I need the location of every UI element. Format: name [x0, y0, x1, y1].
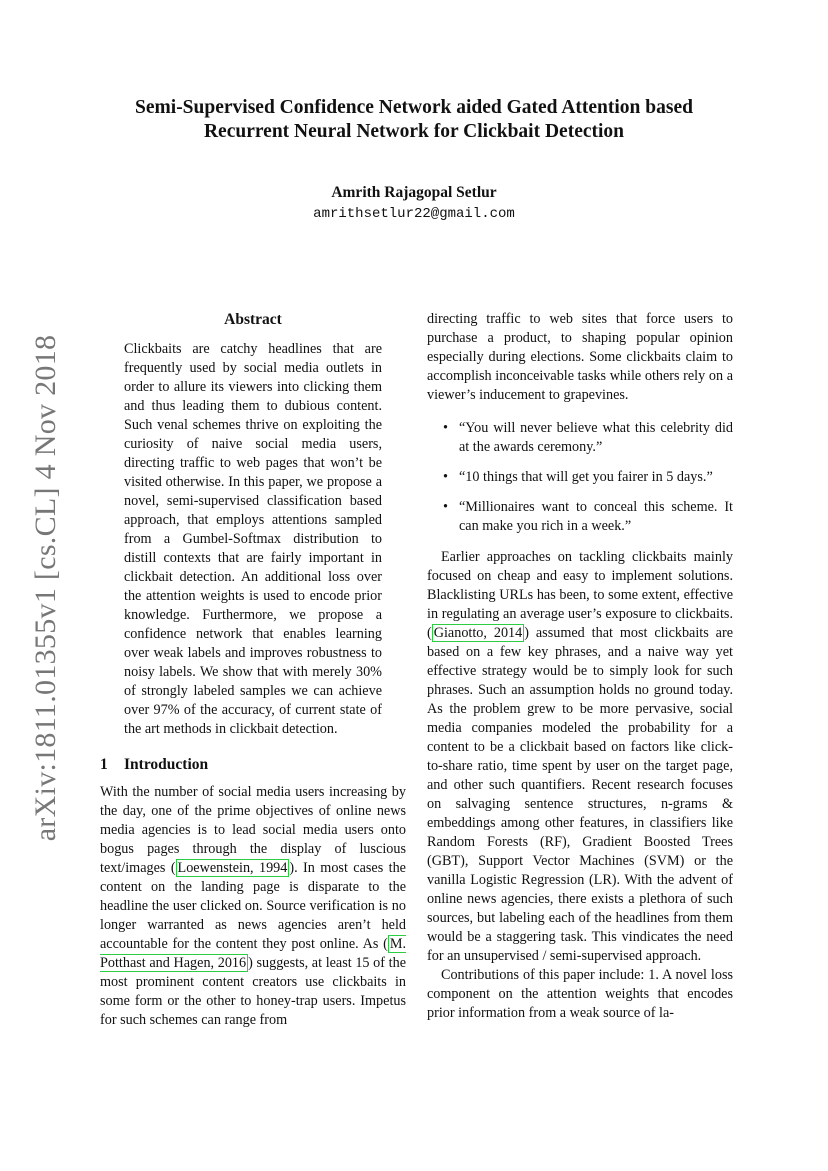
abstract-heading: Abstract	[224, 311, 282, 328]
intro-paragraph-1	[100, 783, 406, 1030]
author-name: Amrith Rajagopal Setlur	[331, 184, 497, 201]
list-item-text: “Millionaires want to conceal this scheme. It can make you rich in a week.”	[459, 499, 733, 534]
title-line-2: Recurrent Neural Network for Clickbait Detection	[203, 121, 625, 142]
intro-paragraph-1-continued: directing traffic to web sites that force users to purchase a product, to shaping popular opinion especially during elections. Some clickbaits claim to accomplish inconceivable tasks while others rely on a viewer’s inducement to grapevines.	[427, 311, 733, 403]
intro-paragraph-3: Contributions of this paper include: 1. A novel loss component on the attention weights that encodes prior information from a weak source of la-	[427, 967, 733, 1021]
list-item	[427, 468, 733, 487]
bullet-icon: •	[443, 420, 448, 436]
list-item	[427, 498, 733, 536]
title-line-1: Semi-Supervised Confidence Network aided Gated Attention based	[135, 97, 693, 118]
bullet-icon: •	[443, 469, 448, 485]
paper-title	[80, 96, 748, 144]
section-number: 1	[100, 756, 108, 773]
intro-text: ) assumed that most clickbaits are based on a few key phrases, and a naive way yet effective strategy would be to simply look for such phrases. Such an assumption holds no ground today. As the problem grew to be more pervasive, social media companies modeled the probability for a content to be a clickbait based on factors like click-to-share ratio, time spent by user on the target page, and other such quantifiers. Recent research focuses on salvaging sentence structures, n-grams & embeddings among other features, in classifiers like Random Forests (RF), Gradient Boosted Trees (GBT), Support Vector Machines (SVM) or the vanilla Logistic Regression (LR). With the advent of online news agencies, there exists a plethora of such sources, but labeling each of the headlines from them would be a staggering task. This vindicates the need for an unsupervised / semi-supervised approach.	[427, 625, 733, 964]
clickbait-examples-list	[427, 419, 733, 536]
list-item-text: “You will never believe what this celebrity did at the awards ceremony.”	[459, 420, 733, 455]
bullet-icon: •	[443, 499, 448, 515]
intro-text: ). In most cases the content on the landing page is disparate to the headline the user clicked on. Source verification is no longer warranted as news agencies aren’t held accountable for the content they post online. As (	[100, 860, 406, 952]
list-item-text: “10 things that will get you fairer in 5 days.”	[459, 469, 713, 485]
intro-text: Earlier approaches on tackling clickbaits mainly focused on cheap and easy to implement solutions. Blacklisting URLs has been, to some extent, effective in regulating an average user’s exposure to clickbaits. (	[427, 549, 733, 641]
author-email: amrithsetlur22@gmail.com	[313, 206, 515, 222]
intro-text: With the number of social media users increasing by the day, one of the prime objectives of online news media agencies is to lead social media users onto bogus pages through the display of luscious text/images (	[100, 784, 406, 876]
arxiv-side-stamp: arXiv:1811.01355v1 [cs.CL] 4 Nov 2018	[29, 334, 62, 842]
citation-link-loewenstein[interactable]: Loewenstein, 1994	[177, 860, 288, 876]
abstract-body: Clickbaits are catchy headlines that are frequently used by social media outlets in order to allure its viewers into clicking them and thus leading them to dubious content. Such venal schemes thrive on exploiting the curiosity of naive social media users, directing traffic to web pages that won’t be visited otherwise. In this paper, we propose a novel, semi-supervised classification based approach, that employs attentions sampled from a Gumbel-Softmax distribution to distill contexts that are fairly important in clickbait detection. An additional loss over the attention weights is used to encode prior knowledge. Furthermore, we propose a confidence network that enables learning over weak labels and improves robustness to noisy labels. We show that with merely 30% of strongly labeled samples we can achieve over 97% of the accuracy, of current state of the art methods in clickbait detection.	[124, 341, 382, 737]
right-column	[427, 310, 733, 1023]
list-item	[427, 419, 733, 457]
citation-link-gianotto[interactable]: Gianotto, 2014	[433, 625, 523, 641]
section-title: Introduction	[124, 756, 209, 773]
citation-link-potthast[interactable]: M. Potthast and Hagen, 2016	[100, 936, 406, 971]
left-column	[100, 310, 406, 1030]
intro-paragraph-2	[427, 548, 733, 966]
section-heading-introduction	[100, 755, 406, 775]
intro-text: ) suggests, at least 15 of the most prominent content creators use clickbaits in some form or the other to honey-trap users. Impetus for such schemes can range from	[100, 955, 406, 1028]
